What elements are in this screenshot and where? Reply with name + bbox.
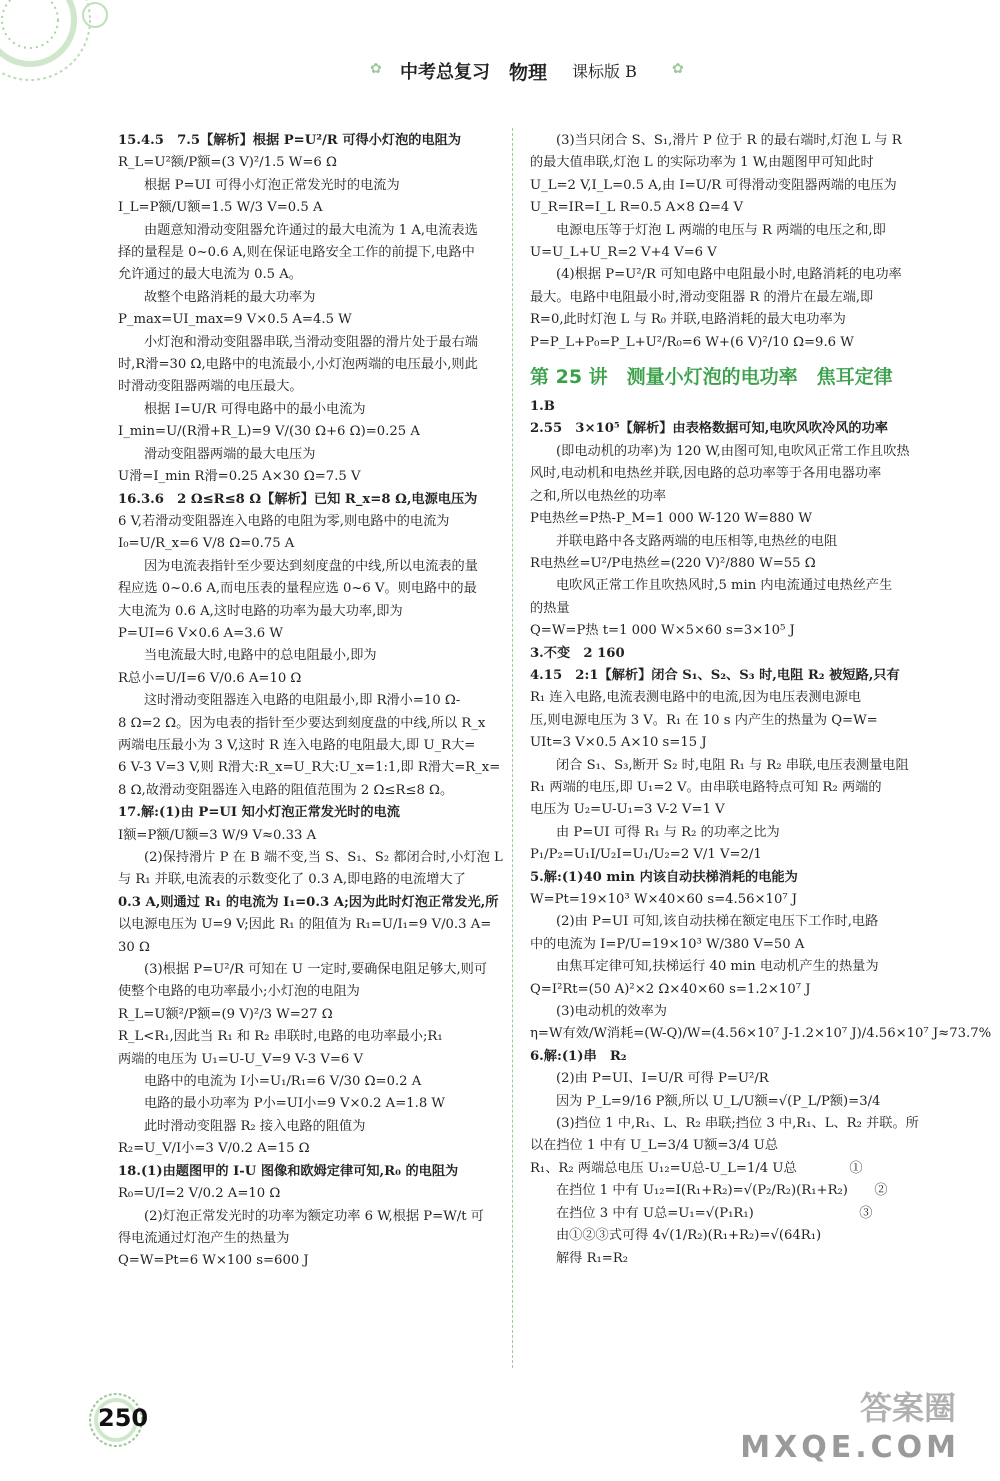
text-line: 以电源电压为 U=9 V;因此 R₁ 的阻值为 R₁=U/I₁=9 V/0.3 A= — [118, 917, 492, 933]
text-line: R_L<R₁,因此当 R₁ 和 R₂ 串联时,电路的电功率最小;R₁ — [118, 1029, 443, 1045]
text-line: 这时滑动变阻器连入电路的电阻最小,即 R滑小=10 Ω- — [144, 693, 461, 709]
text-line: 电压为 U₂=U-U₁=3 V-2 V=1 V — [530, 802, 725, 818]
text-line: (3)根据 P=U²/R 可知在 U 一定时,要确保电阻足够大,则可 — [144, 962, 488, 978]
text-line: 6 V-3 V=3 V,则 R滑大:R_x=U_R大:U_x=1:1,即 R滑大=R_x= — [118, 760, 501, 776]
text-line: 6.解:(1)串 R₂ — [530, 1048, 627, 1064]
text-line: 得电流通过灯泡产生的热量为 — [118, 1230, 290, 1246]
text-line: (4)根据 P=U²/R 可知电路中电阻最小时,电路消耗的电功率 — [556, 267, 902, 283]
text-line: (2)保持滑片 P 在 B 端不变,当 S、S₁、S₂ 都闭合时,小灯泡 L — [144, 850, 503, 865]
text-line: R₂=U_V/I小=3 V/0.2 A=15 Ω — [118, 1141, 310, 1157]
text-line: 电吹风正常工作且吹热风时,5 min 内电流通过电热丝产生 — [556, 578, 893, 594]
text-line: 根据 I=U/R 可得电路中的最小电流为 — [144, 401, 366, 417]
text-line: 由题意知滑动变阻器允许通过的最大电流为 1 A,电流表选 — [144, 222, 478, 238]
text-line: 以在挡位 1 中有 U_L=3/4 U额=3/4 U总 — [530, 1138, 779, 1154]
text-line: 允许通过的最大电流为 0.5 A。 — [118, 267, 302, 283]
text-line: R电热丝=U²/P电热丝=(220 V)²/880 W=55 Ω — [530, 555, 816, 571]
text-line: 3.不变 2 160 — [530, 645, 625, 661]
text-line: 小灯泡和滑动变阻器串联,当滑动变阻器的滑片处于最右端 — [144, 334, 478, 350]
text-line: U_R=IR=I_L R=0.5 A×8 Ω=4 V — [530, 200, 744, 216]
text-line: P₁/P₂=U₁I/U₂I=U₁/U₂=2 V/1 V=2/1 — [530, 847, 762, 863]
text-line: 在挡位 3 中有 U总=U₁=√(P₁R₁) ③ — [556, 1205, 873, 1221]
text-line: 风时,电动机和电热丝并联,因电路的总功率等于各用电器功率 — [530, 466, 882, 482]
text-line: 根据 P=UI 可得小灯泡正常发光时的电流为 — [144, 177, 400, 193]
text-line: 因为 P_L=9/16 P额,所以 U_L/U额=√(P_L/P额)=3/4 — [556, 1093, 881, 1109]
text-line: I₀=U/R_x=6 V/8 Ω=0.75 A — [118, 536, 295, 552]
text-line: 时滑动变阻器两端的电压最大。 — [118, 379, 303, 395]
text-line: Q=I²Rt=(50 A)²×2 Ω×40×60 s=1.2×10⁷ J — [530, 981, 811, 997]
text-line: P电热丝=P热-P_M=1 000 W-120 W=880 W — [530, 511, 812, 527]
text-line: 两端的电压为 U₁=U-U_V=9 V-3 V=6 V — [118, 1051, 363, 1067]
text-line: 程应选 0~0.6 A,而电压表的量程应选 0~6 V。则电路中的最 — [118, 581, 477, 597]
right-column — [530, 130, 992, 1270]
page-number: 250 — [98, 1404, 149, 1432]
right-column-bottom — [530, 396, 992, 1270]
text-line: 15.4.5 7.5【解析】根据 P=U²/R 可得小灯泡的电阻为 — [118, 133, 462, 148]
text-line: 在挡位 1 中有 U₁₂=I(R₁+R₂)=√(P₂/R₂)(R₁+R₂) ② — [556, 1183, 888, 1199]
text-line: 最大。电路中电阻最小时,滑动变阻器 R 的滑片在最左端,即 — [530, 289, 874, 305]
page-header — [0, 58, 1000, 88]
text-line: 大电流为 0.6 A,这时电路的功率为最大功率,即为 — [118, 603, 403, 619]
text-line: 电路的最小功率为 P小=UI小=9 V×0.2 A=1.8 W — [144, 1096, 445, 1112]
section-title: 第 25 讲 测量小灯泡的电功率 焦耳定律 — [530, 366, 893, 389]
text-line: P_max=UI_max=9 V×0.5 A=4.5 W — [118, 312, 352, 328]
text-line: (2)灯泡正常发光时的功率为额定功率 6 W,根据 P=W/t 可 — [144, 1208, 484, 1224]
text-line: 闭合 S₁、S₃,断开 S₂ 时,电阻 R₁ 与 R₂ 串联,电压表测量电阻 — [556, 757, 909, 773]
text-line: 0.3 A,则通过 R₁ 的电流为 I₁=0.3 A;因为此时灯泡正常发光,所 — [118, 894, 499, 910]
text-line: 的热量 — [530, 600, 570, 616]
text-line: 并联电路中各支路两端的电压相等,电热丝的电阻 — [556, 533, 838, 549]
text-line: UIt=3 V×0.5 A×10 s=15 J — [530, 735, 707, 751]
text-line: 解得 R₁=R₂ — [556, 1250, 629, 1266]
text-line: U滑=I_min R滑=0.25 A×30 Ω=7.5 V — [118, 469, 361, 485]
text-line: R₁ 两端的电压,即 U₁=2 V。由串联电路特点可知 R₂ 两端的 — [530, 779, 882, 795]
text-line: R_L=U²额/P额=(3 V)²/1.5 W=6 Ω — [118, 155, 337, 171]
text-line: η=W有效/W消耗=(W-Q)/W=(4.56×10⁷ J-1.2×10⁷ J)/4.56×10⁷ J≈73.7% — [530, 1026, 992, 1042]
text-line: I额=P额/U额=3 W/9 V≈0.33 A — [118, 827, 317, 843]
text-line: 17.解:(1)由 P=UI 知小灯泡正常发光时的电流 — [118, 805, 400, 821]
flower-icon: ✿ — [370, 61, 382, 77]
text-line: 16.3.6 2 Ω≤R≤8 Ω【解析】已知 R_x=8 Ω,电源电压为 — [118, 491, 478, 507]
text-line: 故整个电路消耗的最大功率为 — [144, 289, 316, 305]
text-line: 与 R₁ 并联,电流表的示数变化了 0.3 A,即电路的电流增大了 — [118, 872, 466, 888]
text-line: R₁、R₂ 两端总电压 U₁₂=U总-U_L=1/4 U总 ① — [530, 1160, 863, 1176]
text-line: R₀=U/I=2 V/0.2 A=10 Ω — [118, 1186, 281, 1202]
text-line: 6 V,若滑动变阻器连入电路的电阻为零,则电路中的电流为 — [118, 513, 450, 529]
corner-decoration — [0, 0, 150, 110]
text-line: W=Pt=19×10³ W×40×60 s=4.56×10⁷ J — [530, 892, 798, 907]
watermark-logo — [740, 1389, 986, 1475]
text-line: (2)由 P=UI 可知,该自动扶梯在额定电压下工作时,电路 — [556, 914, 879, 930]
text-line: 30 Ω — [118, 939, 150, 955]
series-title: 中考总复习 — [400, 62, 490, 83]
text-line: (3)当只闭合 S、S₁,滑片 P 位于 R 的最右端时,灯泡 L 与 R — [556, 133, 902, 148]
text-line: 5.解:(1)40 min 内该自动扶梯消耗的电能为 — [530, 869, 798, 885]
text-line: 18.(1)由题图甲的 I-U 图像和欧姆定律可知,R₀ 的电阻为 — [118, 1163, 459, 1179]
right-column-top — [530, 130, 940, 354]
text-line: 时,R滑=30 Ω,电路中的电流最小,小灯泡两端的电压最小,则此 — [118, 357, 478, 373]
text-line: 由 P=UI 可得 R₁ 与 R₂ 的功率之比为 — [556, 824, 780, 840]
text-line: (3)电动机的效率为 — [556, 1004, 667, 1020]
flower-icon: ✿ — [672, 61, 684, 77]
text-line: 的最大值串联,灯泡 L 的实际功率为 1 W,由题图甲可知此时 — [530, 155, 874, 171]
text-line: 8 Ω,故滑动变阻器连入电路的阻值范围为 2 Ω≤R≤8 Ω。 — [118, 782, 454, 798]
column-divider — [512, 128, 513, 1368]
text-line: R₁ 连入电路,电流表测电路中的电流,因为电压表测电源电 — [530, 690, 862, 706]
text-line: 中的电流为 I=P/U=19×10³ W/380 V=50 A — [530, 936, 805, 952]
text-line: 使整个电路的电功率最小;小灯泡的电阻为 — [118, 984, 360, 1000]
text-line: 当电流最大时,电路中的总电阻最小,即为 — [144, 648, 377, 664]
text-line: 1.B — [530, 399, 555, 415]
text-line: P=UI=6 V×0.6 A=3.6 W — [118, 625, 283, 641]
text-line: R_L=U额²/P额=(9 V)²/3 W=27 Ω — [118, 1006, 333, 1022]
watermark-url: MXQE.COM — [740, 1430, 960, 1465]
text-line: 两端电压最小为 3 V,这时 R 连入电路的电阻最大,即 U_R大= — [118, 737, 476, 753]
text-line: 之和,所以电热丝的功率 — [530, 488, 667, 504]
text-line: 8 Ω=2 Ω。因为电表的指针至少要达到刻度盘的中线,所以 R_x — [118, 715, 486, 731]
text-line: 由焦耳定律可知,扶梯运行 40 min 电动机产生的热量为 — [556, 959, 879, 975]
text-line: I_L=P额/U额=1.5 W/3 V=0.5 A — [118, 200, 323, 216]
text-line: 此时滑动变阻器 R₂ 接入电路的阻值为 — [144, 1118, 366, 1134]
text-line: Q=W=Pt=6 W×100 s=600 J — [118, 1253, 309, 1269]
text-line: 择的量程是 0~0.6 A,则在保证电路安全工作的前提下,电路中 — [118, 245, 475, 261]
text-line: R=0,此时灯泡 L 与 R₀ 并联,电路消耗的最大电功率为 — [530, 312, 846, 328]
left-column — [118, 130, 503, 1273]
watermark-top-text: 答案圈 — [859, 1389, 956, 1427]
text-line: R总小=U/I=6 V/0.6 A=10 Ω — [118, 670, 302, 686]
text-line: 4.15 2:1【解析】闭合 S₁、S₂、S₃ 时,电阻 R₂ 被短路,只有 — [530, 667, 900, 683]
text-line: (3)挡位 1 中,R₁、L、R₂ 串联;挡位 3 中,R₁、L、R₂ 并联。所 — [556, 1116, 919, 1132]
subject-title: 物理 — [509, 62, 548, 84]
edition-label: 课标版 B — [572, 62, 637, 81]
text-line: 压,则电源电压为 3 V。R₁ 在 10 s 内产生的热量为 Q=W= — [530, 712, 878, 728]
text-line: 由①②③式可得 4√(1/R₂)(R₁+R₂)=√(64R₁) — [556, 1228, 822, 1244]
text-line: I_min=U/(R滑+R_L)=9 V/(30 Ω+6 Ω)=0.25 A — [118, 424, 420, 440]
text-line: 电源电压等于灯泡 L 两端的电压与 R 两端的电压之和,即 — [556, 222, 886, 238]
text-line: U_L=2 V,I_L=0.5 A,由 I=U/R 可得滑动变阻器两端的电压为 — [530, 177, 897, 193]
text-line: P=P_L+P₀=P_L+U²/R₀=6 W+(6 V)²/10 Ω=9.6 W — [530, 334, 854, 350]
text-line: 电路中的电流为 I小=U₁/R₁=6 V/30 Ω=0.2 A — [144, 1074, 422, 1090]
text-line: Q=W=P热 t=1 000 W×5×60 s=3×10⁵ J — [530, 623, 795, 639]
text-line: 2.55 3×10⁵【解析】由表格数据可知,电吹风吹冷风的功率 — [530, 421, 888, 437]
text-line: (2)由 P=UI、I=U/R 可得 P=U²/R — [556, 1071, 769, 1087]
text-line: (即电动机的功率)为 120 W,由图可知,电吹风正常工作且吹热 — [556, 443, 910, 459]
text-line: U=U_L+U_R=2 V+4 V=6 V — [530, 245, 717, 261]
text-line: 因为电流表指针至少要达到刻度盘的中线,所以电流表的量 — [144, 558, 478, 574]
text-line: 滑动变阻器两端的最大电压为 — [144, 446, 316, 462]
